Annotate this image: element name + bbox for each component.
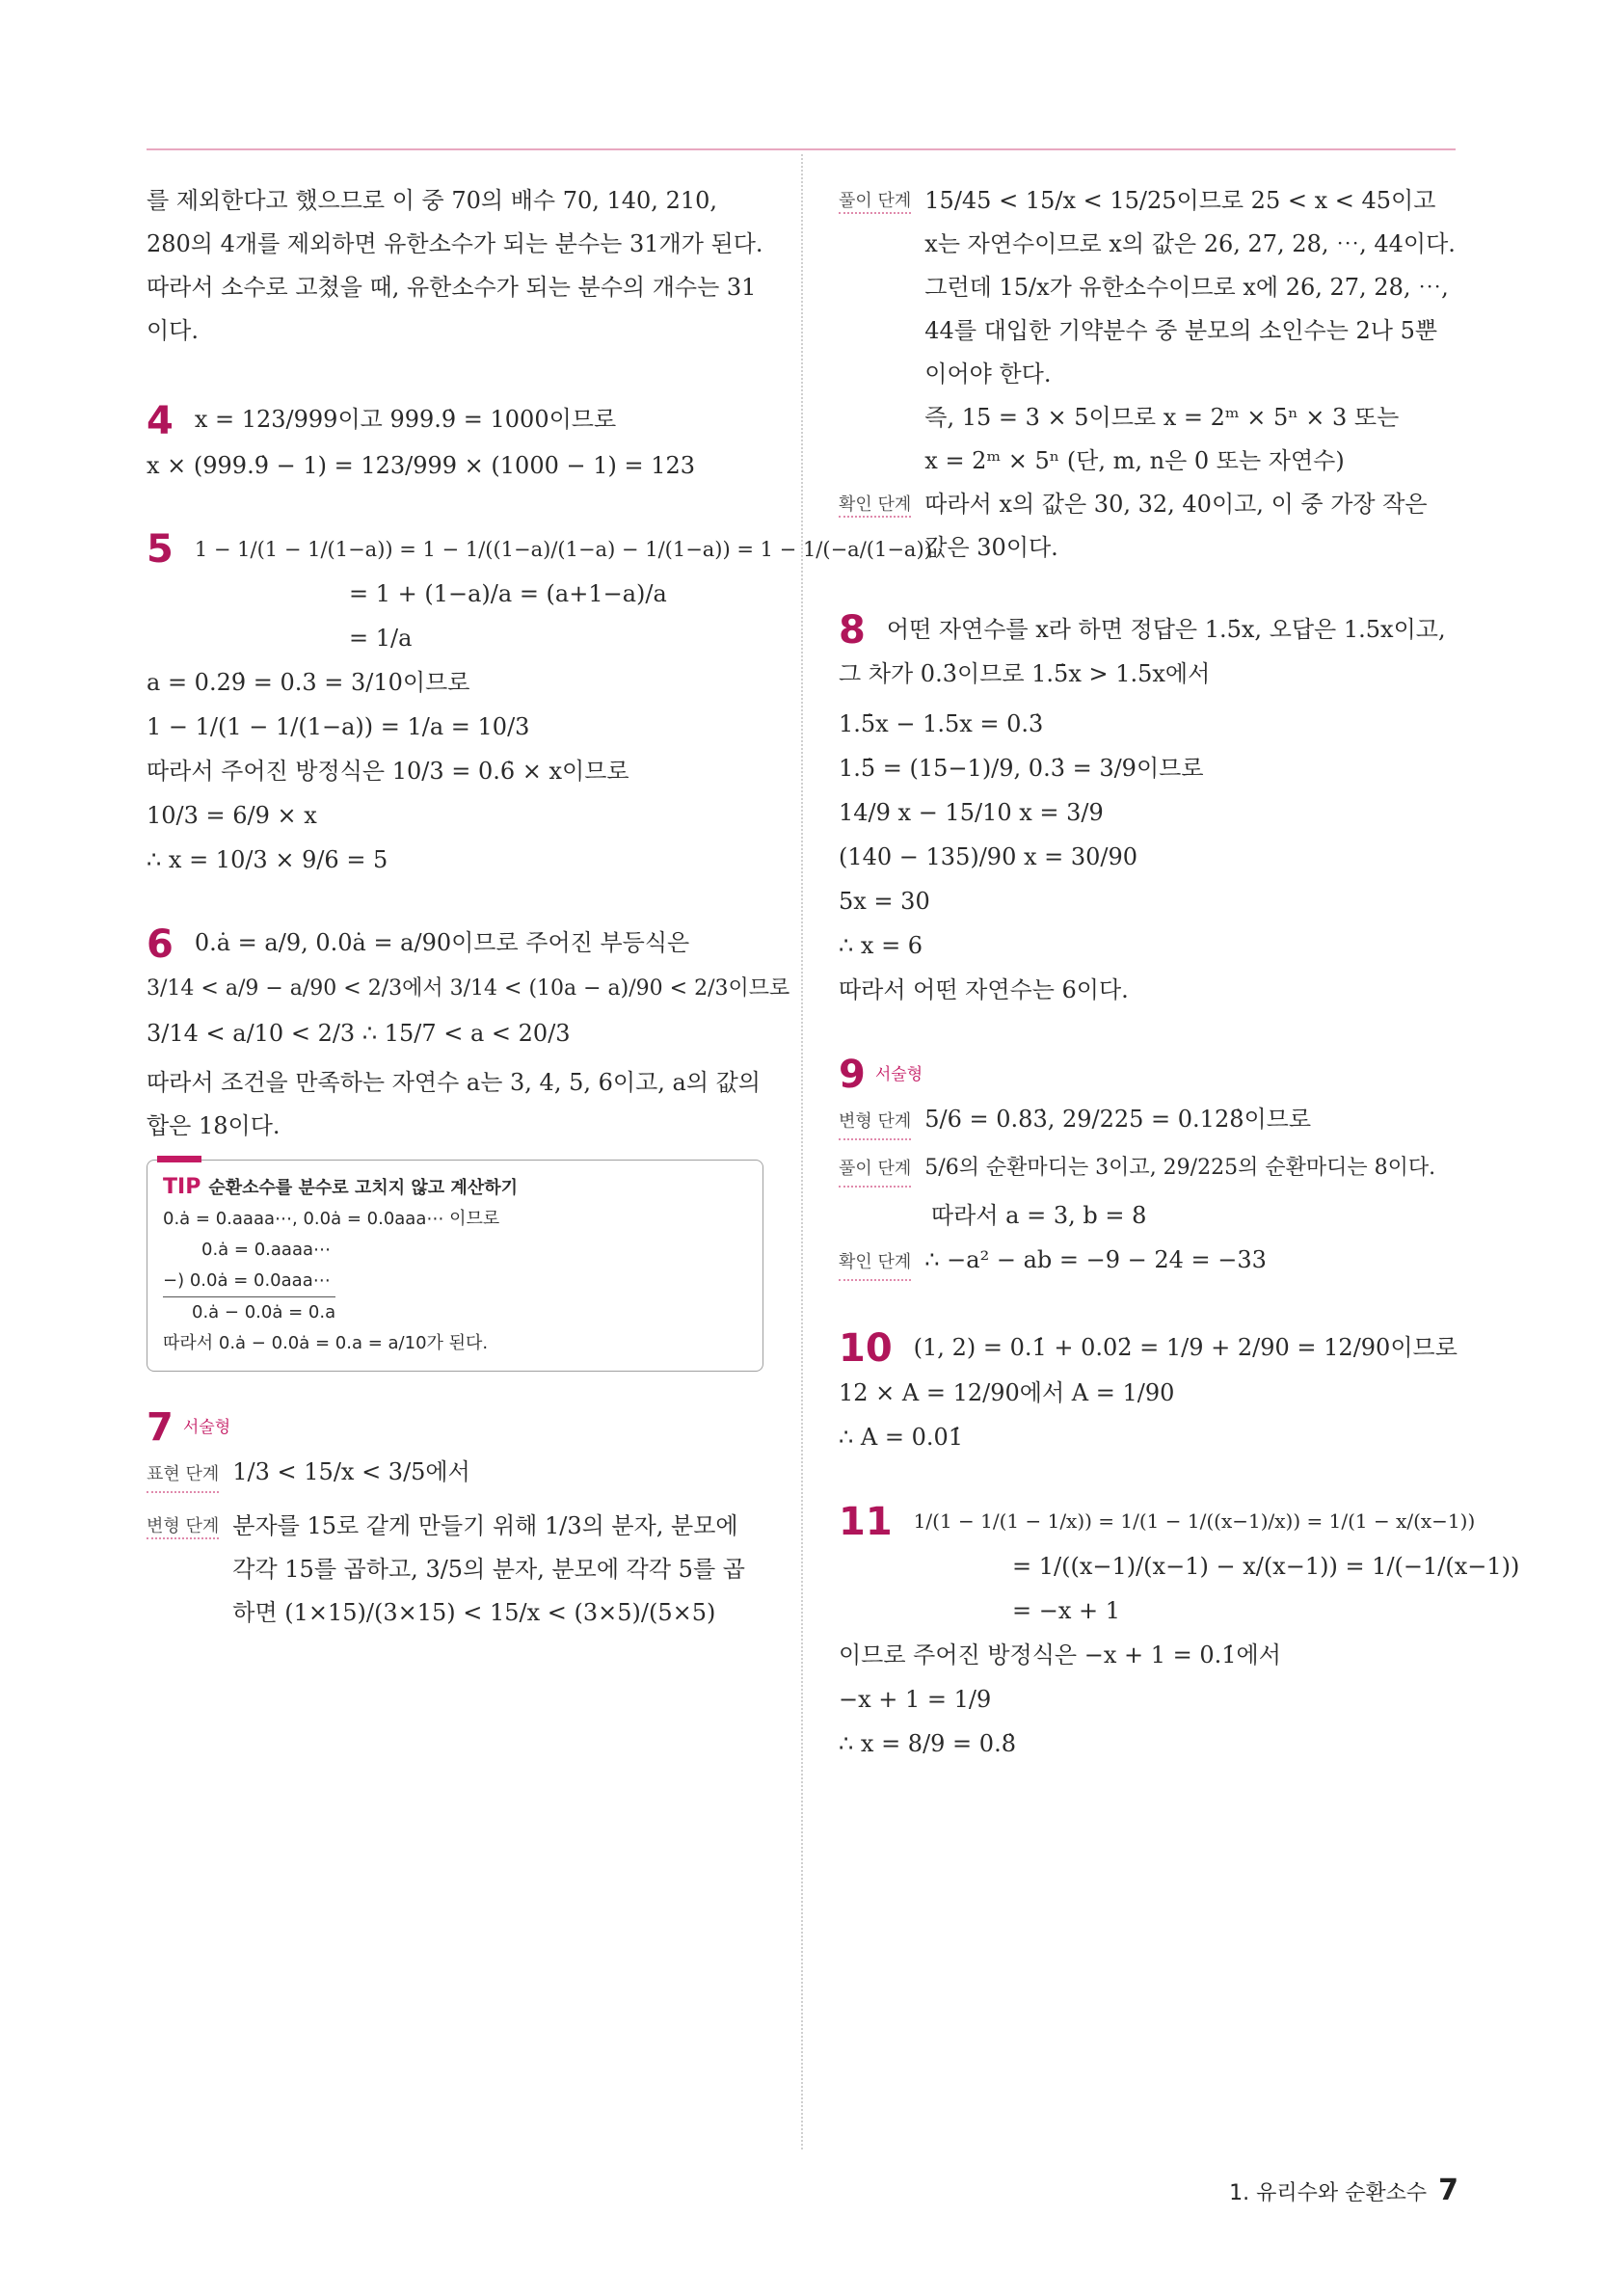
step-label: 풀이 단계 — [839, 1153, 911, 1188]
solution-line: 즉, 15 = 3 × 5이므로 x = 2ᵐ × 5ⁿ × 3 또는 — [924, 404, 1400, 431]
solution-line: (140 − 135)/90 x = 30/90 — [839, 843, 1138, 870]
problem-number: 4 — [147, 398, 174, 443]
solution-line: (1, 2) = 0.1̇ + 0.02̇ = 1/9 + 2/90 = 12/90이므로 — [913, 1333, 1458, 1361]
step-label: 변형 단계 — [839, 1106, 911, 1140]
tip-label: TIP — [163, 1174, 201, 1199]
solution-line: ∴ −a² − ab = −9 − 24 = −33 — [924, 1245, 1267, 1273]
page-number: 7 — [1438, 2174, 1458, 2207]
solution-line: 1.5̇ = (15−1)/9, 0.3̇ = 3/9이므로 — [839, 755, 1204, 782]
solution-line: 그런데 15/x가 유한소수이므로 x에 26, 27, 28, ⋯, 44를 대입한 기약분수 중 분모의 소인수는 2나 5뿐이어야 한다. — [924, 274, 1449, 387]
problem-5 — [147, 527, 932, 877]
problem-7 — [147, 1405, 763, 1636]
problem-number: 7 — [147, 1405, 174, 1450]
solution-line: 이므로 주어진 방정식은 −x + 1 = 0.1̇에서 — [839, 1641, 1281, 1669]
solution-line: 14/9 x − 15/10 x = 3/9 — [839, 799, 1104, 826]
problem-number: 6 — [147, 921, 174, 967]
tip-line: 0.ȧ = 0.aaaa⋯ — [201, 1239, 332, 1260]
solution-line: 따라서 a = 3, b = 8 — [931, 1201, 1147, 1229]
solution-line: x = 123/999이고 999.9̇ = 1000이므로 — [194, 406, 617, 433]
solution-line: 1/(1 − 1/(1 − 1/x)) = 1/(1 − 1/((x−1)/x)) = 1/(1 − x/(x−1)) — [913, 1509, 1476, 1533]
problem-number: 10 — [839, 1326, 893, 1371]
problem-8 — [839, 608, 1456, 1006]
essay-tag: 서술형 — [182, 1418, 231, 1437]
intro-text: 를 제외한다고 했으므로 이 중 70의 배수 70, 140, 210, 280의 4개를 제외하면 유한소수가 되는 분수는 31개가 된다. 따라서 소수로 고쳤을 때, 유한소수가 되는 분수의 개수는 31이다. — [147, 187, 763, 344]
chapter-title: 1. 유리수와 순환소수 — [1229, 2181, 1428, 2205]
problem-11 — [839, 1499, 1520, 1760]
solution-line: 10/3 = 6/9 × x — [147, 802, 317, 829]
solution-line: 5x = 30 — [839, 888, 930, 915]
step-label: 확인 단계 — [839, 1246, 911, 1281]
solution-line: 12 × A = 12/90에서 A = 1/90 — [839, 1379, 1175, 1406]
column-divider — [801, 154, 803, 2149]
solution-line: 따라서 주어진 방정식은 10/3 = 0.6̇ × x이므로 — [147, 758, 629, 785]
step-label: 표현 단계 — [147, 1458, 219, 1493]
tip-box — [147, 1160, 763, 1372]
solution-line: x × (999.9̇ − 1) = 123/999 × (1000 − 1) = 123 — [147, 451, 696, 479]
header-rule — [147, 148, 1456, 150]
tip-line: 0.ȧ = 0.aaaa⋯, 0.0ȧ = 0.0aaa⋯ 이므로 — [163, 1208, 500, 1229]
problem-number: 5 — [147, 527, 174, 572]
solution-line: 분자를 15로 같게 만들기 위해 1/3의 분자, 분모에 각각 15를 곱하고, 3/5의 분자, 분모에 각각 5를 곱하면 (1×15)/(3×15) < 15/x < (3×5)/(5×5) — [232, 1512, 745, 1626]
solution-line: 1/3 < 15/x < 3/5에서 — [232, 1458, 470, 1485]
problem-9 — [839, 1052, 1456, 1281]
step-label: 변형 단계 — [147, 1512, 219, 1539]
solution-line: 1.5̇x − 1.5x = 0.3̇ — [839, 710, 1044, 737]
solution-line: 0.ȧ = a/9, 0.0ȧ = a/90이므로 주어진 부등식은 — [194, 929, 690, 956]
solution-line: 따라서 어떤 자연수는 6이다. — [839, 976, 1129, 1003]
solution-line: 5/6의 순환마디는 3이고, 29/225의 순환마디는 8이다. — [924, 1155, 1436, 1180]
problem-4 — [147, 398, 763, 482]
tip-accent-bar — [157, 1156, 201, 1162]
problem-7-continued — [839, 179, 1456, 570]
solution-line: ∴ x = 8/9 = 0.8̇ — [839, 1729, 1016, 1757]
solution-line: 따라서 x의 값은 30, 32, 40이고, 이 중 가장 작은 값은 30이다. — [924, 491, 1428, 561]
solution-line: 3/14 < a/9 − a/90 < 2/3에서 3/14 < (10a − a)/90 < 2/3이므로 — [147, 975, 790, 1001]
solution-line: 따라서 조건을 만족하는 자연수 a는 3, 4, 5, 6이고, a의 값의 합은 18이다. — [147, 1068, 761, 1139]
solution-line: ∴ x = 10/3 × 9/6 = 5 — [147, 846, 388, 873]
right-column — [839, 179, 1520, 1772]
tip-line: 0.ȧ − 0.0ȧ = 0.a — [163, 1296, 335, 1328]
step-label: 풀이 단계 — [839, 187, 911, 214]
solution-line: 15/45 < 15/x < 15/25이므로 25 < x < 45이고 x는 자연수이므로 x의 값은 26, 27, 28, ⋯, 44이다. — [924, 187, 1456, 257]
solution-line: 5/6 = 0.83̇, 29/225 = 0.128̇이므로 — [924, 1105, 1312, 1133]
page-footer — [1229, 2174, 1458, 2207]
solution-line: −x + 1 = 1/9 — [839, 1685, 992, 1713]
step-label: 확인 단계 — [839, 491, 911, 518]
solution-line: 1 − 1/(1 − 1/(1−a)) = 1/a = 10/3 — [147, 713, 530, 740]
solution-line: = −x + 1 — [1012, 1596, 1121, 1624]
tip-line: −) 0.0ȧ = 0.0aaa⋯ — [163, 1269, 331, 1291]
solution-line: ∴ A = 0.01̇ — [839, 1424, 964, 1451]
solution-line: 1 − 1/(1 − 1/(1−a)) = 1 − 1/((1−a)/(1−a) − 1/(1−a)) = 1 − 1/(−a/(1−a)) — [194, 537, 932, 561]
solution-line: = 1/a — [349, 625, 413, 652]
solution-line: 3/14 < a/10 < 2/3 ∴ 15/7 < a < 20/3 — [147, 1019, 571, 1047]
solution-line: ∴ x = 6 — [839, 932, 923, 959]
problem-number: 9 — [839, 1052, 866, 1097]
essay-tag: 서술형 — [874, 1064, 923, 1084]
solution-line: a = 0.29̇ = 0.3 = 3/10이므로 — [147, 669, 470, 696]
problem-6 — [147, 921, 790, 1148]
solution-line: = 1/((x−1)/(x−1) − x/(x−1)) = 1/(−1/(x−1)) — [1012, 1552, 1520, 1580]
solution-line: = 1 + (1−a)/a = (a+1−a)/a — [349, 580, 667, 607]
solution-line: 어떤 자연수를 x라 하면 정답은 1.5̇x, 오답은 1.5x이고, 그 차가 0.3̇이므로 1.5̇x > 1.5x에서 — [839, 616, 1446, 687]
solution-line: x = 2ᵐ × 5ⁿ (단, m, n은 0 또는 자연수) — [924, 447, 1345, 474]
problem-10 — [839, 1326, 1458, 1455]
problem-number: 8 — [839, 608, 866, 653]
tip-title: 순환소수를 분수로 고치지 않고 계산하기 — [208, 1177, 518, 1198]
problem-number: 11 — [839, 1499, 893, 1544]
tip-line: 따라서 0.ȧ − 0.0ȧ = 0.a = a/10가 된다. — [163, 1332, 489, 1353]
